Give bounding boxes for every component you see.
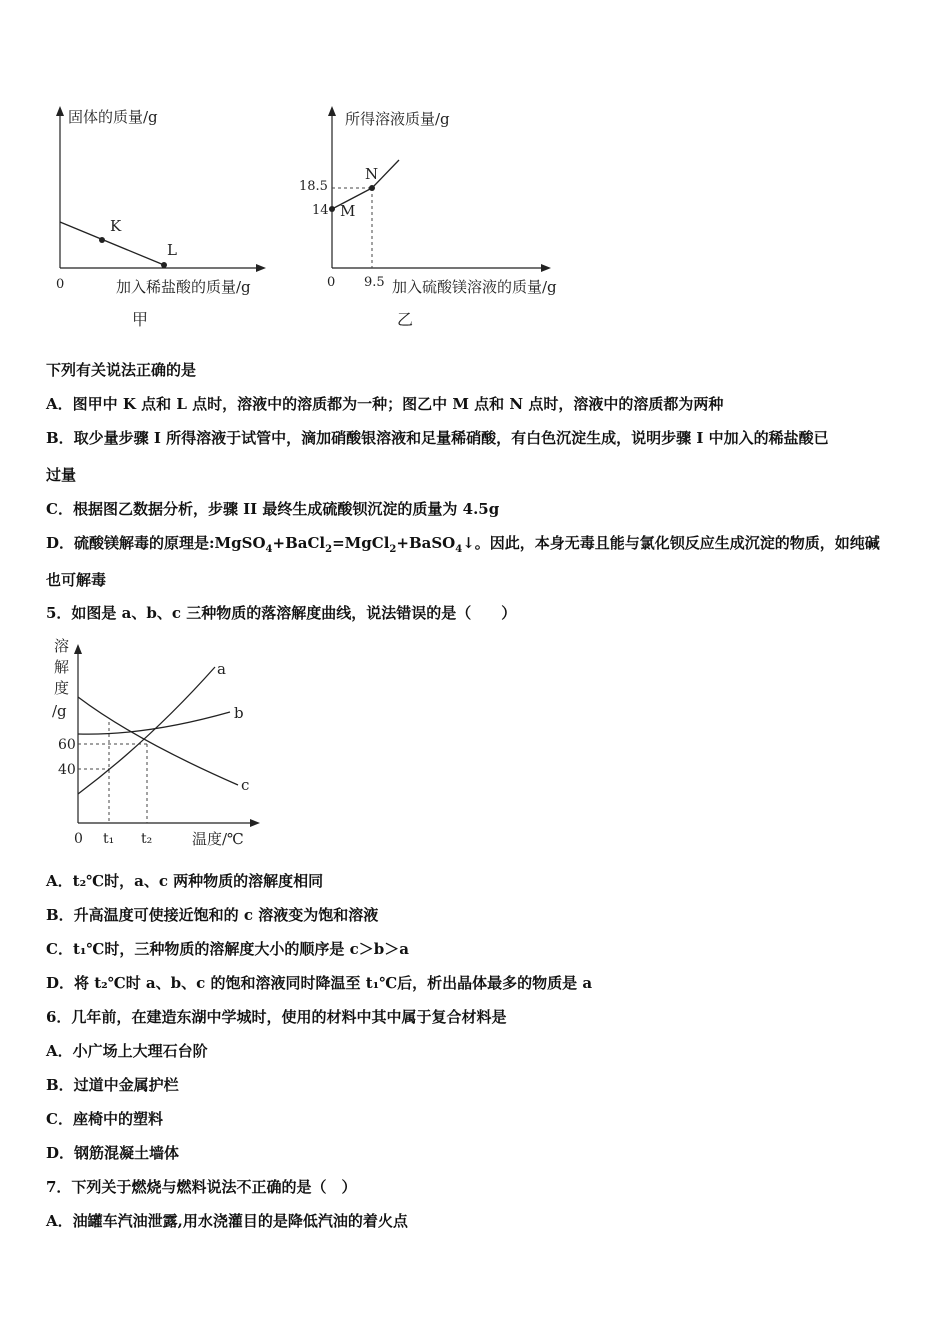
jia-x-arrow bbox=[256, 264, 266, 272]
q6-option-a: A．小广场上大理石台阶 bbox=[46, 1042, 208, 1060]
q4-d-sub: 4 bbox=[265, 544, 273, 555]
sol-y-tick-60: 60 bbox=[58, 737, 76, 753]
sol-curve-b bbox=[78, 712, 230, 734]
figure-jia bbox=[40, 100, 290, 340]
q4-d-sub: 4 bbox=[455, 544, 463, 555]
q5-option-a: A．t₂℃时，a、c 两种物质的溶解度相同 bbox=[46, 872, 324, 890]
sol-y-arrow bbox=[74, 644, 82, 654]
jia-caption: 甲 bbox=[132, 310, 149, 329]
jia-point-l bbox=[161, 262, 167, 268]
q4-stem: 下列有关说法正确的是 bbox=[46, 361, 197, 379]
yi-xlabel: 加入硫酸镁溶液的质量/g bbox=[392, 278, 557, 296]
sol-y-tick-40: 40 bbox=[58, 762, 76, 778]
sol-ylabel-2: 解 bbox=[54, 658, 70, 676]
yi-ylabel: 所得溶液质量/g bbox=[345, 110, 450, 128]
sol-ylabel-3: 度 bbox=[54, 679, 70, 697]
q5-option-d: D．将 t₂℃时 a、b、c 的饱和溶液同时降温至 t₁℃后，析出晶体最多的物质是 a bbox=[46, 974, 593, 992]
q4-d-sub: 2 bbox=[389, 544, 397, 555]
sol-label-b: b bbox=[234, 704, 244, 722]
q5-option-c: C．t₁℃时，三种物质的溶解度大小的顺序是 c＞b＞a bbox=[46, 940, 409, 958]
figure-solubility bbox=[40, 632, 280, 857]
q5-stem: 5．如图是 a、b、c 三种物质的落溶解度曲线，说法错误的是（ ） bbox=[46, 604, 517, 622]
jia-label-k: K bbox=[110, 217, 122, 235]
yi-y-tick-14: 14 bbox=[312, 203, 329, 218]
sol-label-a: a bbox=[217, 660, 226, 678]
q7-option-a: A．油罐车汽油泄露,用水浇灌目的是降低汽油的着火点 bbox=[46, 1212, 408, 1230]
q4-option-b-line1: B．取少量步骤 I 所得溶液于试管中，滴加硝酸银溶液和足量稀硝酸，有白色沉淀生成，说明步骤 I 中加入的稀盐酸已 bbox=[46, 429, 829, 447]
q5-option-b: B．升高温度可使接近饱和的 c 溶液变为饱和溶液 bbox=[46, 906, 379, 924]
q6-option-c: C．座椅中的塑料 bbox=[46, 1110, 163, 1128]
q4-d-part: +BaSO bbox=[396, 534, 456, 552]
jia-y-arrow bbox=[56, 106, 64, 116]
yi-label-n: N bbox=[365, 165, 379, 183]
sol-t2: t₂ bbox=[141, 831, 153, 847]
q7-stem: 7．下列关于燃烧与燃料说法不正确的是（ ） bbox=[46, 1178, 357, 1196]
jia-origin: 0 bbox=[56, 277, 65, 292]
yi-point-m bbox=[329, 206, 335, 212]
q4-option-c: C．根据图乙数据分析，步骤 II 最终生成硫酸钡沉淀的质量为 4.5g bbox=[46, 500, 500, 518]
q4-d-sub: 2 bbox=[325, 544, 333, 555]
q6-stem: 6．几年前，在建造东湖中学城时，使用的材料中其中属于复合材料是 bbox=[46, 1008, 507, 1026]
yi-y-arrow bbox=[328, 106, 336, 116]
yi-y-tick-18-5: 18.5 bbox=[299, 179, 328, 194]
jia-label-l: L bbox=[167, 241, 177, 259]
yi-x-tick: 9.5 bbox=[364, 275, 385, 290]
q4-d-part: =MgCl bbox=[332, 534, 390, 552]
q4-d-part: +BaCl bbox=[272, 534, 326, 552]
sol-label-c: c bbox=[241, 776, 250, 794]
sol-curve-c bbox=[78, 697, 238, 785]
yi-point-n bbox=[369, 185, 375, 191]
q4-d-part: ↓。因此，本身无毒且能与氯化钡反应生成沉淀的物质，如纯碱 bbox=[462, 534, 880, 552]
q6-option-b: B．过道中金属护栏 bbox=[46, 1076, 179, 1094]
sol-t1: t₁ bbox=[103, 831, 115, 847]
q4-d-part: D．硫酸镁解毒的原理是:MgSO bbox=[46, 534, 266, 552]
sol-ylabel-4: /g bbox=[52, 702, 67, 720]
sol-ylabel-1: 溶 bbox=[54, 637, 70, 655]
q4-option-a: A．图甲中 K 点和 L 点时，溶液中的溶质都为一种；图乙中 M 点和 N 点时，溶液中的溶质都为两种 bbox=[46, 395, 724, 413]
sol-origin: 0 bbox=[74, 831, 83, 847]
yi-caption: 乙 bbox=[397, 310, 414, 329]
yi-origin: 0 bbox=[327, 275, 336, 290]
figure-yi bbox=[295, 100, 595, 340]
q6-option-d: D．钢筋混凝土墙体 bbox=[46, 1144, 180, 1162]
q4-option-d-line2: 也可解毒 bbox=[46, 571, 107, 589]
yi-x-arrow bbox=[541, 264, 551, 272]
sol-xlabel: 温度/℃ bbox=[192, 830, 244, 848]
jia-xlabel: 加入稀盐酸的质量/g bbox=[116, 278, 251, 296]
jia-ylabel: 固体的质量/g bbox=[68, 108, 158, 126]
q4-option-d-line1 bbox=[46, 533, 916, 560]
sol-x-arrow bbox=[250, 819, 260, 827]
q4-option-b-line2: 过量 bbox=[46, 466, 77, 484]
jia-point-k bbox=[99, 237, 105, 243]
yi-label-m: M bbox=[340, 202, 356, 220]
